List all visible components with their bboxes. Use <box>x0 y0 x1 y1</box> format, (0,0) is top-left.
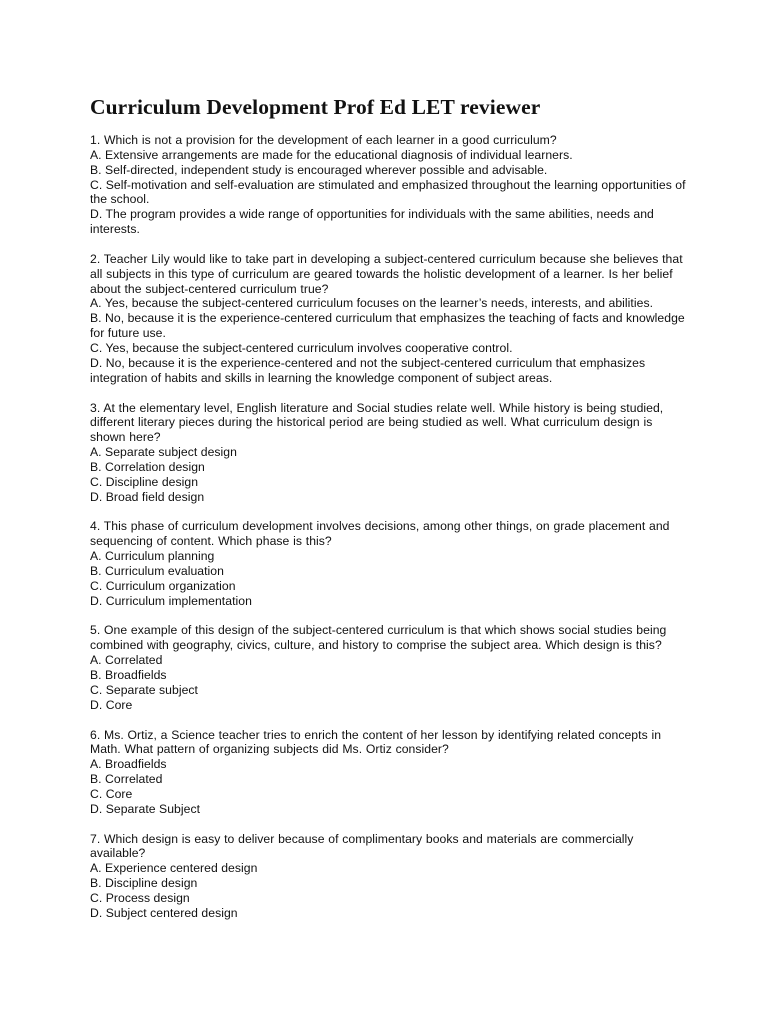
answer-option-b: B. Self-directed, independent study is encouraged wherever possible and advisable. <box>90 162 548 177</box>
answer-option-d: D. The program provides a wide range of opportunities for individuals with the same abilities, needs and interests. <box>90 207 654 237</box>
question-stem: 2. Teacher Lily would like to take part in developing a subject-centered curriculum because she believes that all subjects in this type of curriculum are geared towards the holistic development of a learner. Is her belief about the subject-centered curriculum true? <box>90 251 683 296</box>
answer-option-b: B. Broadfields <box>90 668 167 682</box>
answer-option-a: A. Yes, because the subject-centered curriculum focuses on the learner’s needs, interests, and abilities. <box>90 296 654 311</box>
answer-option-d: D. Broad field design <box>90 489 205 504</box>
question-list <box>90 133 688 921</box>
question-stem: 3. At the elementary level, English literature and Social studies relate well. While history is being studied, different literary pieces during the historical period are being studied as well. What curriculum design is shown here? <box>90 400 664 445</box>
answer-option-c: C. Discipline design <box>90 474 199 489</box>
answer-option-d: D. Separate Subject <box>90 801 201 816</box>
answer-option-a: A. Experience centered design <box>90 861 258 876</box>
answer-option-c: C. Curriculum organization <box>90 578 236 593</box>
answer-option-d: D. No, because it is the experience-centered and not the subject-centered curriculum that emphasizes integration of habits and skills in learning the knowledge component of subject areas. <box>90 355 646 385</box>
answer-option-c: C. Core <box>90 786 133 801</box>
answer-option-b: B. Discipline design <box>90 876 198 891</box>
answer-option-b: B. Correlation design <box>90 459 205 474</box>
question-stem: 5. One example of this design of the subject-centered curriculum is that which shows social studies being combined with geography, civics, culture, and history to comprise the subject area. Which design is this? <box>90 623 667 653</box>
answer-option-b: B. No, because it is the experience-centered curriculum that emphasizes the teaching of facts and knowledge for future use. <box>90 311 685 341</box>
question-stem: 1. Which is not a provision for the development of each learner in a good curriculum? <box>90 133 557 147</box>
answer-option-c: C. Separate subject <box>90 682 198 697</box>
answer-option-d: D. Subject centered design <box>90 905 238 920</box>
question-3 <box>90 401 688 505</box>
document-title: Curriculum Development Prof Ed LET reviewer <box>90 95 541 119</box>
answer-option-b: B. Correlated <box>90 772 163 787</box>
question-stem: 6. Ms. Ortiz, a Science teacher tries to enrich the content of her lesson by identifying related concepts in Math. What pattern of organizing subjects did Ms. Ortiz consider? <box>90 727 662 757</box>
question-stem: 7. Which design is easy to deliver because of complimentary books and materials are commercially available? <box>90 831 634 861</box>
answer-option-c: C. Process design <box>90 890 190 905</box>
question-6 <box>90 728 688 817</box>
answer-option-a: A. Separate subject design <box>90 445 237 460</box>
answer-option-a: A. Broadfields <box>90 757 167 772</box>
answer-option-b: B. Curriculum evaluation <box>90 563 224 578</box>
question-2 <box>90 252 688 386</box>
answer-option-c: C. Self-motivation and self-evaluation are stimulated and emphasized throughout the learning opportunities of the school. <box>90 177 686 207</box>
answer-option-a: A. Extensive arrangements are made for the educational diagnosis of individual learners. <box>90 147 573 162</box>
question-1 <box>90 133 688 237</box>
question-stem: 4. This phase of curriculum development involves decisions, among other things, on grade placement and sequencing of content. Which phase is this? <box>90 519 670 549</box>
question-5 <box>90 623 688 712</box>
question-7 <box>90 832 688 921</box>
answer-option-d: D. Curriculum implementation <box>90 593 252 608</box>
answer-option-a: A. Correlated <box>90 653 163 668</box>
answer-option-a: A. Curriculum planning <box>90 549 215 564</box>
question-4 <box>90 519 688 608</box>
answer-option-c: C. Yes, because the subject-centered curriculum involves cooperative control. <box>90 340 513 355</box>
answer-option-d: D. Core <box>90 697 133 712</box>
